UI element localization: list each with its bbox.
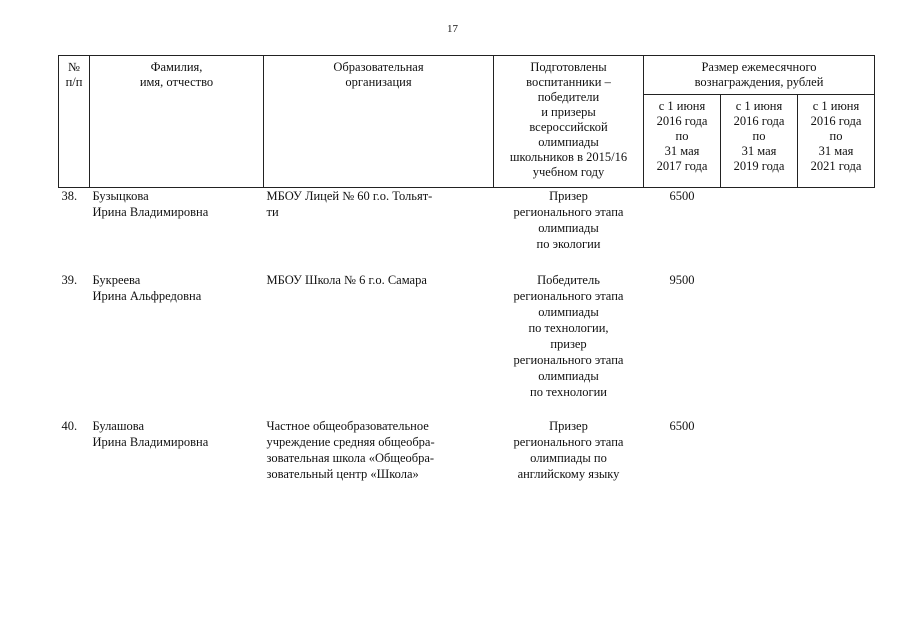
text-line: Ирина Владимировна	[92, 435, 209, 449]
row-full-name	[90, 418, 264, 492]
text-line: победители	[537, 90, 600, 104]
text-line: по экологии	[536, 237, 601, 251]
text-line: по	[675, 129, 689, 143]
row-organization	[264, 188, 494, 273]
text-line: 31 мая	[741, 144, 777, 158]
text-line: организация	[345, 75, 412, 89]
text-line: всероссийской	[529, 120, 608, 134]
text-line: с 1 июня	[735, 99, 783, 113]
text-line: английскому языку	[517, 467, 620, 481]
text-line: Букреева	[92, 273, 141, 287]
text-line: п/п	[65, 75, 83, 89]
text-line: и призеры	[541, 105, 596, 119]
text-line: Булашова	[92, 419, 145, 433]
row-number: 40.	[61, 419, 78, 433]
text-line: ти	[266, 205, 279, 219]
text-line: Бузыцкова	[92, 189, 149, 203]
row-amount-2017: 6500	[669, 419, 695, 433]
text-line: учреждение средняя общеобра-	[266, 435, 435, 449]
text-line: учебном году	[532, 165, 605, 179]
row-amount-2019	[721, 188, 798, 273]
row-achievement	[494, 272, 644, 418]
row-amount-2017: 9500	[669, 273, 695, 287]
text-line: МБОУ Лицей № 60 г.о. Тольят-	[266, 189, 433, 203]
text-line: Размер ежемесячного	[701, 60, 817, 74]
page-number: 17	[447, 23, 458, 35]
text-line: олимпиады	[538, 221, 599, 235]
text-line: Подготовлены	[530, 60, 607, 74]
text-line: олимпиады по	[530, 451, 607, 465]
text-line: 2017 года	[656, 159, 708, 173]
text-line: призер	[550, 337, 587, 351]
text-line: №	[68, 60, 80, 74]
text-line: регионального этапа	[513, 435, 624, 449]
header-number	[59, 56, 90, 188]
header-organization	[264, 56, 494, 188]
text-line: с 1 июня	[812, 99, 860, 113]
row-number: 38.	[61, 189, 78, 203]
row-organization	[264, 418, 494, 492]
row-full-name	[90, 188, 264, 273]
table-row	[59, 418, 875, 492]
row-amount-2021	[798, 188, 875, 273]
text-line: 2016 года	[733, 114, 785, 128]
text-line: Фамилия,	[150, 60, 203, 74]
text-line: зовательная школа «Общеобра-	[266, 451, 435, 465]
text-line: олимпиады	[538, 369, 599, 383]
header-full-name	[90, 56, 264, 188]
header-monthly-award	[644, 56, 875, 95]
text-line: Ирина Альфредовна	[92, 289, 202, 303]
text-line: 2016 года	[656, 114, 708, 128]
text-line: по	[829, 129, 843, 143]
text-line: школьников в 2015/16	[509, 150, 628, 164]
text-line: Призер	[549, 189, 588, 203]
text-line: вознаграждения, рублей	[694, 75, 824, 89]
document-page	[58, 55, 875, 492]
text-line: с 1 июня	[658, 99, 706, 113]
table-row	[59, 272, 875, 418]
table-header-row	[59, 56, 875, 95]
row-amount-2021	[798, 272, 875, 418]
row-amount-2017: 6500	[669, 189, 695, 203]
text-line: 31 мая	[818, 144, 854, 158]
header-period-2021	[798, 95, 875, 188]
text-line: по	[752, 129, 766, 143]
row-amount-2019	[721, 418, 798, 492]
text-line: воспитанники –	[526, 75, 611, 89]
header-period-2019	[721, 95, 798, 188]
text-line: 2016 года	[810, 114, 862, 128]
text-line: зовательный центр «Школа»	[266, 467, 419, 481]
row-achievement	[494, 418, 644, 492]
header-period-2017	[644, 95, 721, 188]
row-full-name	[90, 272, 264, 418]
text-line: Ирина Владимировна	[92, 205, 209, 219]
header-achievement	[494, 56, 644, 188]
text-line: Частное общеобразовательное	[266, 419, 429, 433]
text-line: 2021 года	[810, 159, 862, 173]
text-line: МБОУ Школа № 6 г.о. Самара	[266, 273, 427, 287]
table-row	[59, 188, 875, 273]
award-table	[58, 55, 875, 492]
text-line: олимпиады	[538, 135, 599, 149]
row-organization	[264, 272, 494, 418]
text-line: имя, отчество	[139, 75, 214, 89]
text-line: регионального этапа	[513, 205, 624, 219]
text-line: Призер	[549, 419, 588, 433]
text-line: 31 мая	[664, 144, 700, 158]
text-line: регионального этапа	[513, 289, 624, 303]
row-achievement	[494, 188, 644, 273]
text-line: олимпиады	[538, 305, 599, 319]
row-number: 39.	[61, 273, 78, 287]
text-line: Образовательная	[333, 60, 424, 74]
row-amount-2019	[721, 272, 798, 418]
text-line: по технологии	[530, 385, 607, 399]
row-amount-2021	[798, 418, 875, 492]
text-line: 2019 года	[733, 159, 785, 173]
text-line: регионального этапа	[513, 353, 624, 367]
text-line: Победитель	[537, 273, 600, 287]
text-line: по технологии,	[528, 321, 609, 335]
